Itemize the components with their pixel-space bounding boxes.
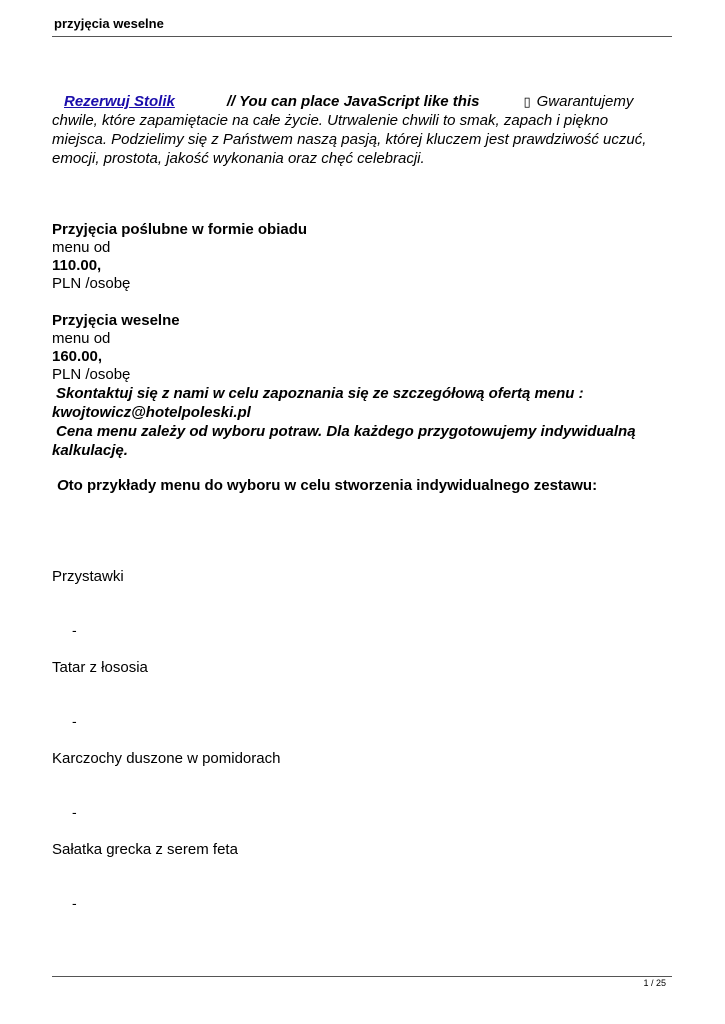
list-dash: -	[72, 895, 77, 911]
js-comment-text: // You can place JavaScript like this	[226, 93, 480, 110]
document-header-title: przyjęcia weselne	[54, 16, 164, 31]
list-item: Tatar z łososia	[52, 659, 148, 676]
offer-block-dinner	[52, 221, 672, 293]
list-dash: -	[72, 713, 77, 729]
price-note: Cena menu zależy od wyboru potraw. Dla każdego przygotowujemy indywidualną kalkulację.	[52, 423, 636, 459]
offer-price: 160.00,	[52, 348, 103, 365]
list-dash: -	[72, 804, 77, 820]
offer-block-wedding	[52, 312, 672, 384]
list-item: Karczochy duszone w pomidorach	[52, 750, 281, 767]
examples-heading	[52, 477, 597, 494]
reserve-table-link[interactable]: Rezerwuj Stolik	[64, 93, 175, 110]
offer-title: Przyjęcia weselne	[52, 312, 180, 329]
intro-text-rest: chwile, które zapamiętacie na całe życie. Utrwalenie chwili to smak, zapach i piękno miejsca. Podzielimy się z Państwem naszą pasją, której kluczem jest prawdziwość uczuć, emocji, prostota, jakość wykonania oraz chęć celebracji.	[52, 112, 647, 167]
section-title-starters: Przystawki	[52, 568, 124, 585]
offer-menu-from: menu od	[52, 330, 111, 347]
examples-lead-letter: O	[57, 477, 69, 494]
offer-menu-from: menu od	[52, 239, 111, 256]
intro-paragraph	[52, 92, 667, 168]
page-number: 1 / 25	[643, 978, 666, 988]
offer-unit: PLN /osobę	[52, 275, 131, 292]
contact-email[interactable]: kwojtowicz@hotelpoleski.pl	[52, 404, 251, 421]
footer-divider	[52, 976, 672, 977]
examples-heading-text: to przykłady menu do wyboru w celu stworzenia indywidualnego zestawu:	[68, 477, 598, 494]
missing-glyph-icon: ▯	[523, 94, 531, 109]
list-item: Sałatka grecka z serem feta	[52, 841, 238, 858]
offer-price: 110.00,	[52, 257, 102, 274]
intro-text-first: Gwarantujemy	[536, 93, 634, 110]
contact-block	[52, 384, 672, 460]
offer-unit: PLN /osobę	[52, 366, 131, 383]
contact-line: Skontaktuj się z nami w celu zapoznania się ze szczegółową ofertą menu :	[56, 385, 584, 402]
header-divider	[52, 36, 672, 37]
offer-title: Przyjęcia poślubne w formie obiadu	[52, 221, 308, 238]
list-dash: -	[72, 622, 77, 638]
